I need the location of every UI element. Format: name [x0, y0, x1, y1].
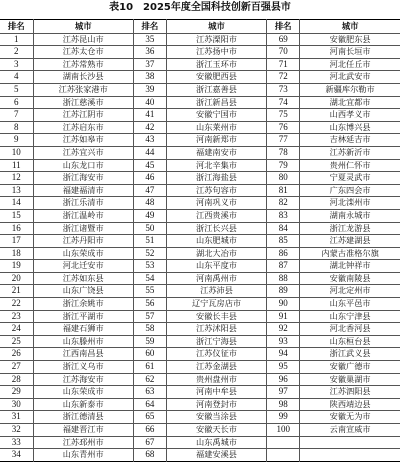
city-cell: 河北任丘市	[300, 58, 400, 71]
rank-cell: 98	[267, 398, 300, 411]
table-row	[0, 109, 400, 122]
table-row	[0, 260, 400, 273]
rank-cell: 10	[0, 146, 33, 159]
city-cell: 山东桓台县	[300, 335, 400, 348]
rank-cell: 22	[0, 298, 33, 311]
table-row	[0, 298, 400, 311]
table-row	[0, 46, 400, 59]
rank-cell: 12	[0, 172, 33, 185]
rank-cell: 3	[0, 58, 33, 71]
city-cell: 山东平邑市	[300, 298, 400, 311]
city-cell: 江苏太仓市	[33, 46, 133, 59]
rank-cell: 32	[0, 424, 33, 437]
header-city: 城市	[33, 20, 133, 34]
rank-cell: 97	[267, 386, 300, 399]
rank-cell: 53	[133, 260, 166, 273]
rank-cell: 17	[0, 235, 33, 248]
rank-cell: 40	[133, 96, 166, 109]
table-row	[0, 436, 400, 449]
table-row	[0, 373, 400, 386]
table-row	[0, 134, 400, 147]
table-row	[0, 335, 400, 348]
table-row	[0, 83, 400, 96]
city-cell: 河南新郑市	[166, 134, 266, 147]
rank-cell: 71	[267, 58, 300, 71]
city-cell	[300, 436, 400, 449]
city-cell: 江苏常熟市	[33, 58, 133, 71]
city-cell: 浙江海盐县	[166, 172, 266, 185]
city-cell: 山东禹城市	[166, 436, 266, 449]
rank-cell: 29	[0, 386, 33, 399]
city-cell: 新疆库尔勒市	[300, 83, 400, 96]
rank-cell: 59	[133, 335, 166, 348]
rank-cell: 87	[267, 260, 300, 273]
city-cell: 山西孝义市	[300, 109, 400, 122]
rank-cell: 20	[0, 272, 33, 285]
city-cell: 湖北钟祥市	[300, 260, 400, 273]
header-rank: 排名	[0, 20, 33, 34]
city-cell: 山东平度市	[166, 260, 266, 273]
city-cell: 江苏金湖县	[166, 361, 266, 374]
rank-cell: 55	[133, 285, 166, 298]
city-cell: 山东肥城市	[166, 235, 266, 248]
city-cell: 江苏扬中市	[166, 46, 266, 59]
rank-cell: 100	[267, 424, 300, 437]
header-rank: 排名	[267, 20, 300, 34]
city-cell: 浙江长兴县	[166, 222, 266, 235]
city-cell: 江苏沛县	[166, 285, 266, 298]
rank-cell: 46	[133, 172, 166, 185]
city-cell: 江苏如皋市	[33, 134, 133, 147]
city-cell: 河北定州市	[300, 285, 400, 298]
header-row	[0, 20, 400, 34]
rank-cell: 82	[267, 197, 300, 210]
city-cell: 河南长垣市	[300, 46, 400, 59]
rank-cell: 54	[133, 272, 166, 285]
rank-cell: 6	[0, 96, 33, 109]
city-cell: 浙江德清县	[33, 411, 133, 424]
rank-cell: 31	[0, 411, 33, 424]
rank-cell: 77	[267, 134, 300, 147]
rank-cell: 50	[133, 222, 166, 235]
rank-cell: 62	[133, 373, 166, 386]
rank-cell: 89	[267, 285, 300, 298]
city-cell: 浙江龙游县	[300, 222, 400, 235]
rank-cell: 4	[0, 71, 33, 84]
city-cell: 贵州盘州市	[166, 373, 266, 386]
rank-cell: 14	[0, 197, 33, 210]
table-row	[0, 348, 400, 361]
city-cell: 山东新泰市	[33, 398, 133, 411]
table-row	[0, 247, 400, 260]
city-cell: 浙江诸暨市	[33, 222, 133, 235]
city-cell: 安徽当涂县	[166, 411, 266, 424]
table-row	[0, 424, 400, 437]
table-row	[0, 146, 400, 159]
rank-cell: 36	[133, 46, 166, 59]
city-cell: 浙江海安市	[33, 172, 133, 185]
rank-cell: 92	[267, 323, 300, 336]
city-cell: 河北辛集市	[166, 159, 266, 172]
city-cell: 浙江嘉善县	[166, 83, 266, 96]
rank-cell: 2	[0, 46, 33, 59]
rank-cell: 27	[0, 361, 33, 374]
rank-cell: 93	[267, 335, 300, 348]
ranking-table	[0, 19, 400, 460]
city-cell: 河南巩义市	[166, 197, 266, 210]
city-cell: 云南宣威市	[300, 424, 400, 437]
city-cell: 宁夏灵武市	[300, 172, 400, 185]
city-cell: 浙江义乌市	[33, 361, 133, 374]
rank-cell: 44	[133, 146, 166, 159]
rank-cell: 18	[0, 247, 33, 260]
rank-cell: 1	[0, 33, 33, 46]
rank-cell: 47	[133, 184, 166, 197]
table-row	[0, 209, 400, 222]
rank-cell: 91	[267, 310, 300, 323]
city-cell: 江苏建湖县	[300, 235, 400, 248]
rank-cell	[267, 449, 300, 462]
rank-cell: 11	[0, 159, 33, 172]
rank-cell: 90	[267, 298, 300, 311]
table-row	[0, 235, 400, 248]
table-row	[0, 172, 400, 185]
rank-cell: 66	[133, 424, 166, 437]
city-cell: 浙江武义县	[300, 348, 400, 361]
city-cell: 山东滕州市	[33, 335, 133, 348]
rank-cell: 45	[133, 159, 166, 172]
city-cell: 山东宁津县	[300, 310, 400, 323]
rank-cell: 13	[0, 184, 33, 197]
table-row	[0, 184, 400, 197]
city-cell: 河南登封市	[166, 398, 266, 411]
rank-cell: 26	[0, 348, 33, 361]
rank-cell	[267, 436, 300, 449]
rank-cell: 70	[267, 46, 300, 59]
city-cell: 江苏泗阳县	[300, 386, 400, 399]
city-cell: 江苏昆山市	[33, 33, 133, 46]
header-rank: 排名	[133, 20, 166, 34]
city-cell: 浙江平湖市	[33, 310, 133, 323]
city-cell: 贵州仁怀市	[300, 159, 400, 172]
rank-cell: 28	[0, 373, 33, 386]
city-cell: 河北香河县	[300, 323, 400, 336]
rank-cell: 8	[0, 121, 33, 134]
city-cell: 浙江余姚市	[33, 298, 133, 311]
city-cell: 河北滦州市	[300, 197, 400, 210]
city-cell: 江苏启东市	[33, 121, 133, 134]
table-row	[0, 386, 400, 399]
city-cell: 福建石狮市	[33, 323, 133, 336]
city-cell: 山东博兴县	[300, 121, 400, 134]
table-row	[0, 285, 400, 298]
city-cell: 吉林延吉市	[300, 134, 400, 147]
table-row	[0, 310, 400, 323]
rank-cell: 85	[267, 235, 300, 248]
rank-cell: 75	[267, 109, 300, 122]
rank-cell: 19	[0, 260, 33, 273]
table-row	[0, 222, 400, 235]
rank-cell: 74	[267, 96, 300, 109]
rank-cell: 34	[0, 449, 33, 462]
rank-cell: 51	[133, 235, 166, 248]
rank-cell: 33	[0, 436, 33, 449]
city-cell: 浙江宁海县	[166, 335, 266, 348]
table-row	[0, 96, 400, 109]
rank-cell: 37	[133, 58, 166, 71]
city-cell: 广东四会市	[300, 184, 400, 197]
rank-cell: 94	[267, 348, 300, 361]
city-cell: 河南中牟县	[166, 386, 266, 399]
rank-cell: 21	[0, 285, 33, 298]
city-cell: 江苏海安市	[33, 373, 133, 386]
rank-cell: 95	[267, 361, 300, 374]
city-cell: 福建福清市	[33, 184, 133, 197]
city-cell: 安徽肥东县	[300, 33, 400, 46]
city-cell: 江苏丹阳市	[33, 235, 133, 248]
table-row	[0, 323, 400, 336]
city-cell: 安徽长丰县	[166, 310, 266, 323]
city-cell: 江西南昌县	[33, 348, 133, 361]
rank-cell: 16	[0, 222, 33, 235]
rank-cell: 56	[133, 298, 166, 311]
city-cell: 安徽天长市	[166, 424, 266, 437]
rank-cell: 41	[133, 109, 166, 122]
rank-cell: 96	[267, 373, 300, 386]
city-cell: 河北武安市	[300, 71, 400, 84]
city-cell: 山东龙口市	[33, 159, 133, 172]
city-cell: 江苏江阴市	[33, 109, 133, 122]
rank-cell: 69	[267, 33, 300, 46]
table-title: 表10 2025年度全国科技创新百强县市	[109, 2, 291, 13]
city-cell: 陕西靖边县	[300, 398, 400, 411]
city-cell: 内蒙古准格尔旗	[300, 247, 400, 260]
city-cell: 湖北大冶市	[166, 247, 266, 260]
rank-cell: 64	[133, 398, 166, 411]
table-row	[0, 361, 400, 374]
rank-cell: 9	[0, 134, 33, 147]
city-cell: 安徽南陵县	[300, 272, 400, 285]
city-cell: 江苏句容市	[166, 184, 266, 197]
rank-cell: 52	[133, 247, 166, 260]
city-cell: 安徽宁国市	[166, 109, 266, 122]
city-cell: 江苏张家港市	[33, 83, 133, 96]
city-cell: 江苏新沂市	[300, 146, 400, 159]
rank-cell: 86	[267, 247, 300, 260]
city-cell: 湖南永城市	[300, 209, 400, 222]
city-cell: 山东青州市	[33, 449, 133, 462]
city-cell: 安徽巢湖市	[300, 373, 400, 386]
rank-cell: 68	[133, 449, 166, 462]
city-cell: 江西贵溪市	[166, 209, 266, 222]
rank-cell: 35	[133, 33, 166, 46]
city-cell: 山东荣成市	[33, 386, 133, 399]
rank-cell: 67	[133, 436, 166, 449]
city-cell: 江苏仪征市	[166, 348, 266, 361]
city-cell: 江苏溧阳市	[166, 33, 266, 46]
city-cell: 浙江乐清市	[33, 197, 133, 210]
table-row	[0, 71, 400, 84]
rank-cell: 84	[267, 222, 300, 235]
city-cell: 浙江玉环市	[166, 58, 266, 71]
rank-cell: 39	[133, 83, 166, 96]
rank-cell: 42	[133, 121, 166, 134]
rank-cell: 63	[133, 386, 166, 399]
table-row	[0, 272, 400, 285]
rank-cell: 7	[0, 109, 33, 122]
rank-cell: 49	[133, 209, 166, 222]
rank-cell: 81	[267, 184, 300, 197]
rank-cell: 65	[133, 411, 166, 424]
table-row	[0, 121, 400, 134]
city-cell: 江苏宜兴市	[33, 146, 133, 159]
city-cell: 江苏邳州市	[33, 436, 133, 449]
table-row	[0, 197, 400, 210]
city-cell: 湖南长沙县	[33, 71, 133, 84]
rank-cell: 83	[267, 209, 300, 222]
rank-cell: 61	[133, 361, 166, 374]
rank-cell: 23	[0, 310, 33, 323]
rank-cell: 25	[0, 335, 33, 348]
rank-cell: 24	[0, 323, 33, 336]
rank-cell: 80	[267, 172, 300, 185]
rank-cell: 58	[133, 323, 166, 336]
city-cell: 福建南安市	[166, 146, 266, 159]
rank-cell: 15	[0, 209, 33, 222]
rank-cell: 38	[133, 71, 166, 84]
city-cell: 山东广饶县	[33, 285, 133, 298]
city-cell: 浙江慈溪市	[33, 96, 133, 109]
table-row	[0, 33, 400, 46]
city-cell: 福建安溪县	[166, 449, 266, 462]
city-cell	[300, 449, 400, 462]
header-city: 城市	[166, 20, 266, 34]
rank-cell: 99	[267, 411, 300, 424]
rank-cell: 48	[133, 197, 166, 210]
rank-cell: 73	[267, 83, 300, 96]
city-cell: 安徽广德市	[300, 361, 400, 374]
rank-cell: 76	[267, 121, 300, 134]
city-cell: 安徽肥西县	[166, 71, 266, 84]
table-row	[0, 411, 400, 424]
city-cell: 江苏沭阳县	[166, 323, 266, 336]
table-row	[0, 398, 400, 411]
city-cell: 辽宁瓦房店市	[166, 298, 266, 311]
rank-cell: 30	[0, 398, 33, 411]
rank-cell: 78	[267, 146, 300, 159]
city-cell: 山东莱州市	[166, 121, 266, 134]
rank-cell: 5	[0, 83, 33, 96]
table-row	[0, 58, 400, 71]
rank-cell: 60	[133, 348, 166, 361]
city-cell: 江苏如东县	[33, 272, 133, 285]
table-row	[0, 449, 400, 462]
rank-cell: 72	[267, 71, 300, 84]
city-cell: 河北迁安市	[33, 260, 133, 273]
rank-cell: 43	[133, 134, 166, 147]
city-cell: 浙江温岭市	[33, 209, 133, 222]
city-cell: 山东荣成市	[33, 247, 133, 260]
city-cell: 浙江新昌县	[166, 96, 266, 109]
rank-cell: 57	[133, 310, 166, 323]
city-cell: 河南禹州市	[166, 272, 266, 285]
city-cell: 安徽无为市	[300, 411, 400, 424]
city-cell: 湖北宜都市	[300, 96, 400, 109]
header-city: 城市	[300, 20, 400, 34]
city-cell: 福建晋江市	[33, 424, 133, 437]
rank-cell: 88	[267, 272, 300, 285]
rank-cell: 79	[267, 159, 300, 172]
table-row	[0, 159, 400, 172]
